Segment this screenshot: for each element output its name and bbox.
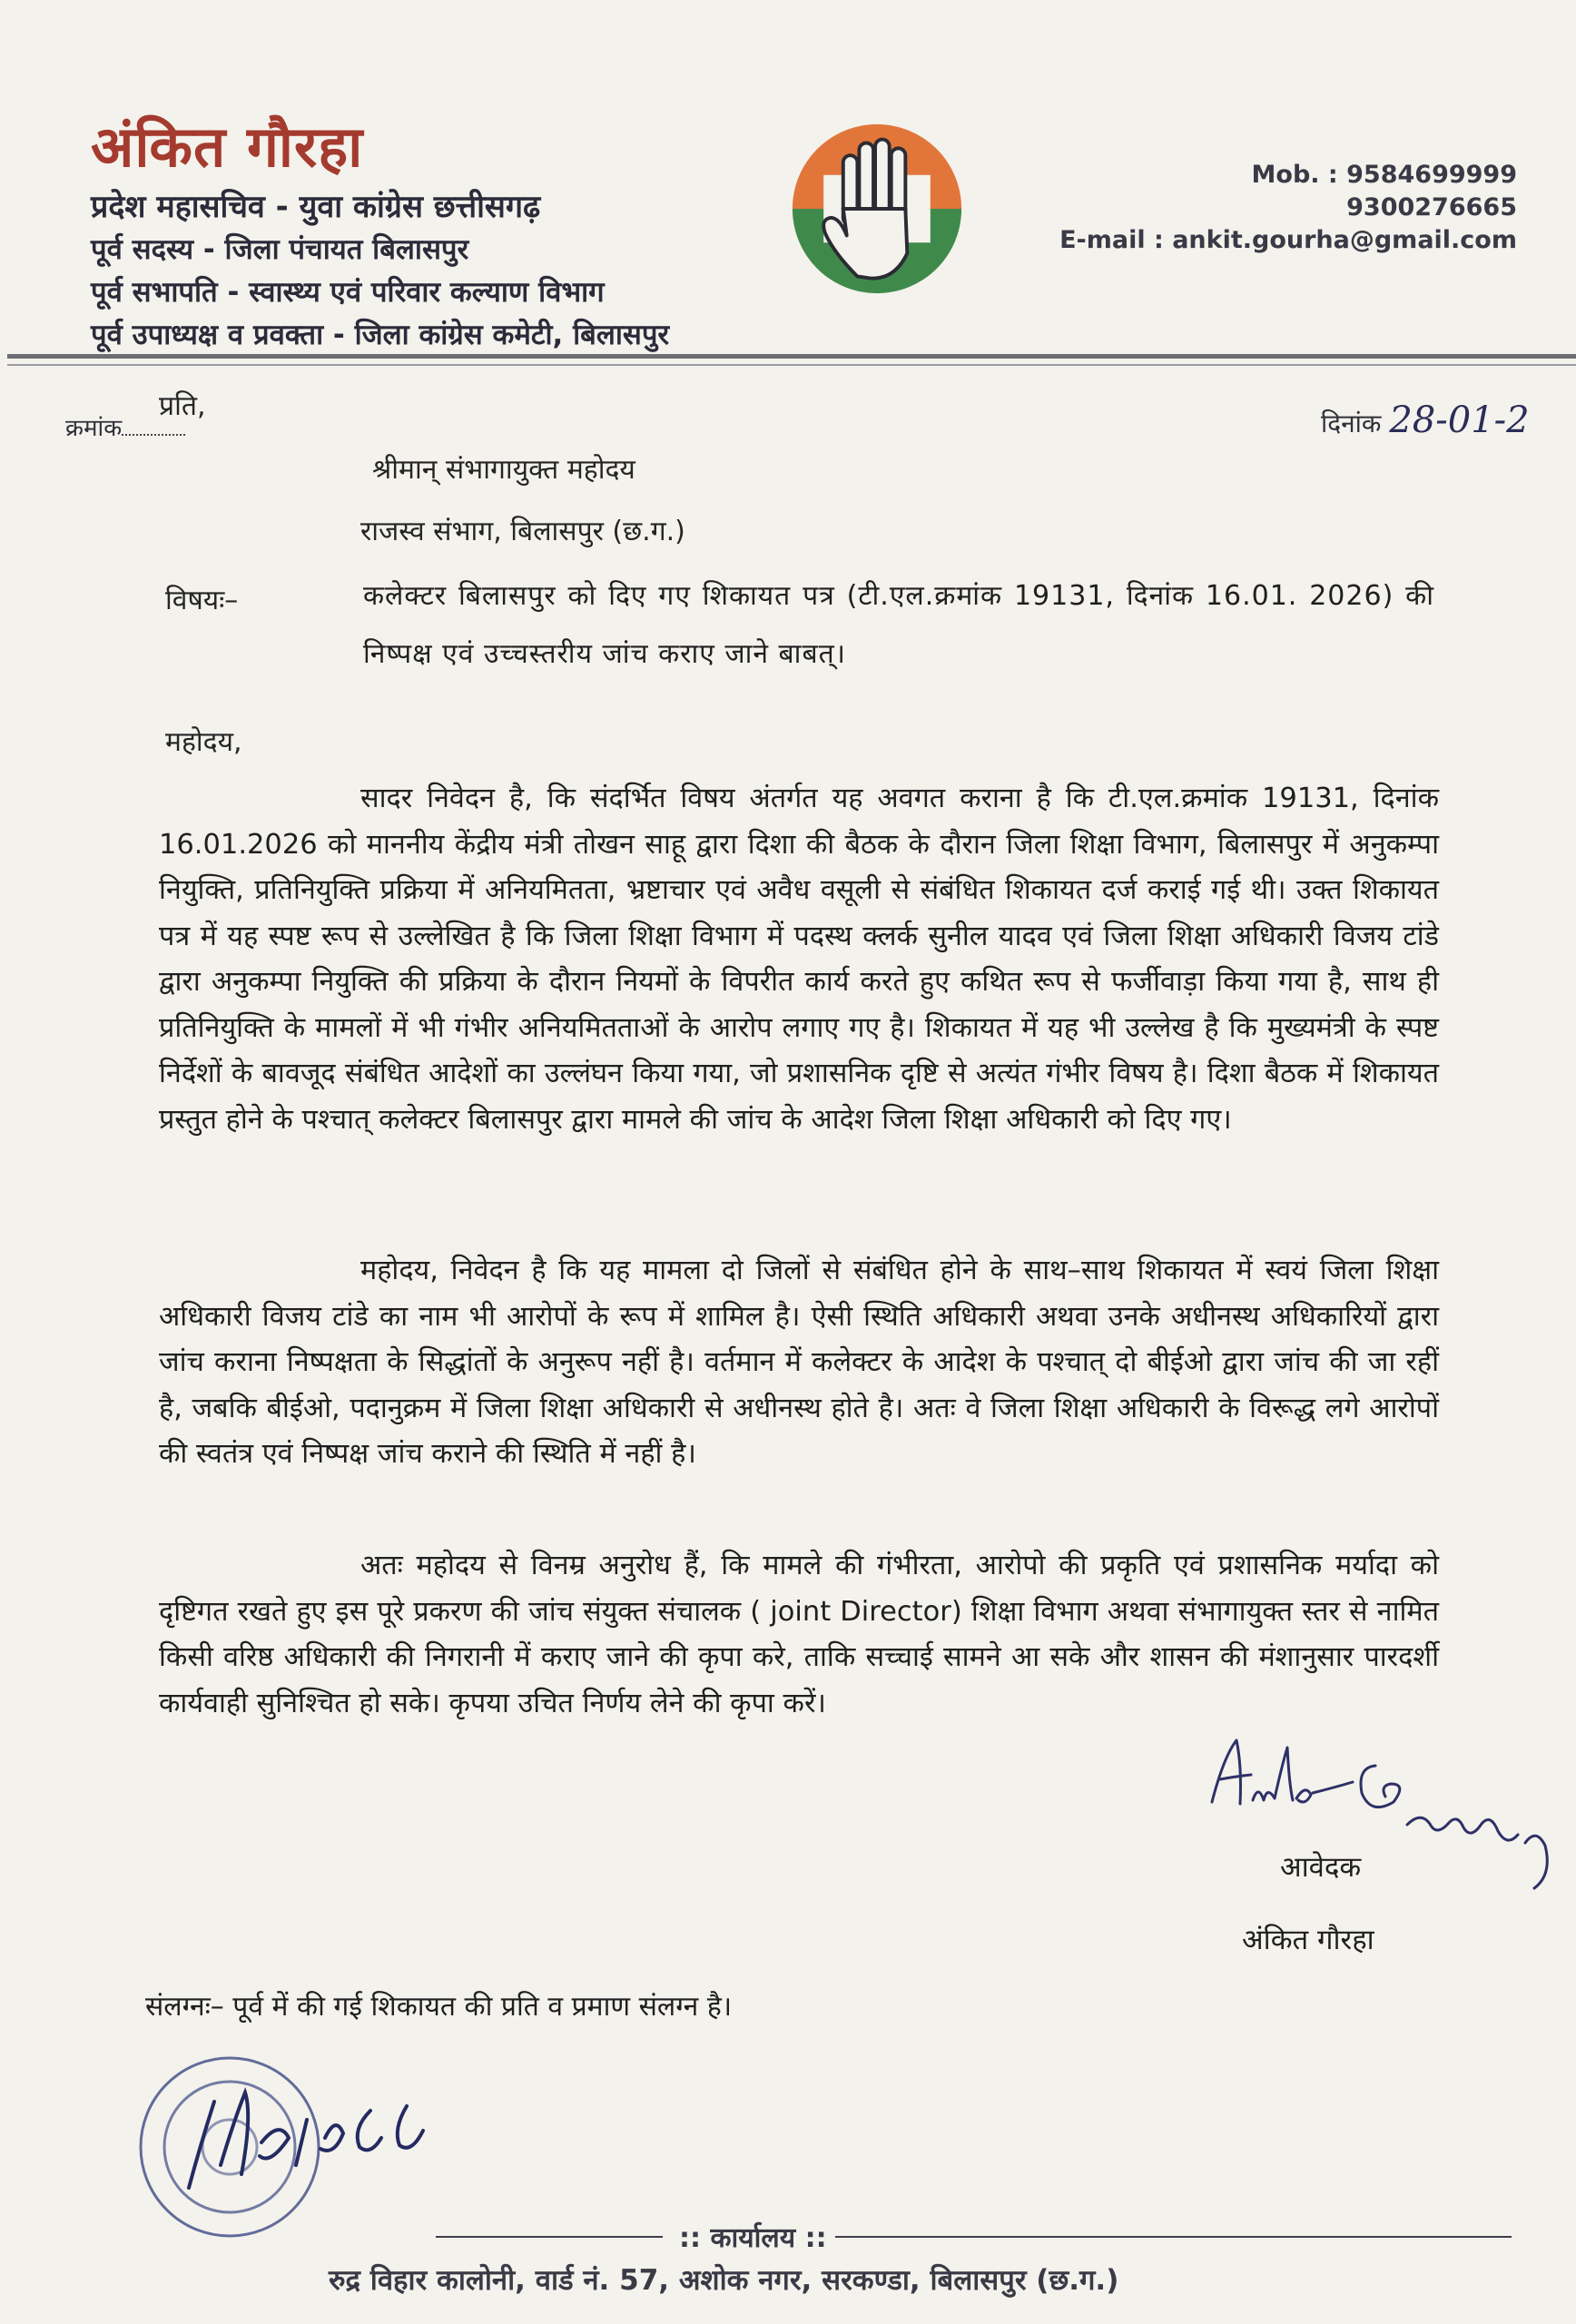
subject-label: विषयः– [165, 585, 239, 616]
letterhead-name: अंकित गौरहा [91, 113, 364, 180]
signature-role: आवेदक [1280, 1851, 1362, 1884]
letterhead-role: पूर्व उपाध्यक्ष व प्रवक्ता - जिला कांग्रेस कमेटी, बिलासपुर [91, 319, 670, 351]
addressee-line-1: श्रीमान् संभागायुक्त महोदय [372, 454, 635, 486]
congress-hand-icon [788, 120, 966, 298]
addressee-line-2: राजस्व संभाग, बिलासपुर (छ.ग.) [360, 516, 685, 547]
kramank-label: क्रमांक [65, 415, 123, 442]
letterhead-role: प्रदेश महासचिव - युवा कांग्रेस छत्तीसगढ़ [91, 189, 541, 225]
letterhead-role: पूर्व सदस्य - जिला पंचायत बिलासपुर [91, 233, 469, 266]
letterhead-divider [7, 364, 1576, 366]
footer-label: :: कार्यालय :: [679, 2222, 827, 2254]
mobile-number: Mob. : 9584699999 [1251, 161, 1517, 189]
footer-address: रुद्र विहार कालोनी, वार्ड नं. 57, अशोक नगर, सरकण्डा, बिलासपुर (छ.ग.) [329, 2264, 1119, 2297]
prati-label: प्रति, [159, 390, 206, 422]
dinank-label: दिनांक [1321, 409, 1382, 438]
salutation: महोदय, [165, 726, 242, 758]
signature-name: अंकित गौरहा [1242, 1924, 1374, 1956]
received-stamp [134, 2029, 461, 2256]
dinank-value: 28-01-2 [1389, 399, 1530, 441]
body-paragraph: महोदय, निवेदन है कि यह मामला दो जिलों से संबंधित होने के साथ–साथ शिकायत में स्वयं जिला शिक्षा अधिकारी विजय टांडे का नाम भी आरोपों के रूप में शामिल है। ऐसी स्थिति अधिकारी अथवा उनके अधीनस्थ अधिकारियों द्वारा जांच कराना निष्पक्षता के सिद्धांतों के अनुरूप नहीं है। वर्तमान में कलेक्टर के आदेश के पश्चात् दो बीईओ द्वारा जांच की जा रहीं है, जबकि बीईओ, पदानुक्रम में जिला शिक्षा अधिकारी से अधीनस्थ होते है। अतः वे जिला शिक्षा अधिकारी के विरूद्ध लगे आरोपों की स्वतंत्र एवं निष्पक्ष जांच कराने की स्थिति में नहीं है। [159, 1255, 1439, 1470]
body-paragraph: अतः महोदय से विनम्र अनुरोध हैं, कि मामले की गंभीरता, आरोपो की प्रकृति एवं प्रशासनिक मर्यादा को दृष्टिगत रखते हुए इस पूरे प्रकरण की जांच संयुक्त संचालक ( joint Director) शिक्षा विभाग अथवा संभागायुक्त स्तर से नामित किसी वरिष्ठ अधिकारी की निगरानी में कराए जाने की कृपा करे, ताकि सच्चाई सामने आ सके और शासन की मंशानुसार पारदर्शी कार्यवाही सुनिश्चित हो सके। कृपया उचित निर्णय लेने की कृपा करें। [159, 1550, 1439, 1719]
mobile-number-2: 9300276665 [1346, 193, 1517, 222]
letterhead-contact [1059, 159, 1517, 257]
footer-divider [436, 2236, 663, 2238]
letterhead-divider [7, 354, 1576, 359]
kramank-field [65, 410, 185, 443]
body-paragraph: सादर निवेदन है, कि संदर्भित विषय अंतर्गत यह अवगत कराना है कि टी.एल.क्रमांक 19131, दिनांक 16.01.2026 को माननीय केंद्रीय मंत्री तोखन साहू द्वारा दिशा की बैठक के दौरान जिला शिक्षा विभाग, बिलासपुर में अनुकम्पा नियुक्ति, प्रतिनियुक्ति प्रक्रिया में अनियमितता, भ्रष्टाचार एवं अवैध वसूली से संबंधित शिकायत दर्ज कराई गई थी। उक्त शिकायत पत्र में यह स्पष्ट रूप से उल्लेखित है कि जिला शिक्षा विभाग में पदस्थ क्लर्क सुनील यादव एवं जिला शिक्षा अधिकारी विजय टांडे द्वारा अनुकम्पा नियुक्ति की प्रक्रिया के दौरान नियमों के विपरीत कार्य करते हुए कथित रूप से फर्जीवाड़ा किया गया है, साथ ही प्रतिनियुक्ति के मामलों में भी गंभीर अनियमितताओं के आरोप लगाए गए है। शिकायत में यह भी उल्लेख है कि मुख्यमंत्री के स्पष्ट निर्देशों के बावजूद संबंधित आदेशों का उल्लंघन किया गया, जो प्रशासनिक दृष्टि से अत्यंत गंभीर विषय है। दिशा बैठक में शिकायत प्रस्तुत होने के पश्चात् कलेक्टर बिलासपुर द्वारा मामले की जांच के आदेश जिला शिक्षा अधिकारी को दिए गए। [159, 783, 1439, 1136]
handwritten-signature [1198, 1729, 1576, 1902]
letterhead-role: पूर्व सभापति - स्वास्थ्य एवं परिवार कल्याण विभाग [91, 276, 605, 309]
email-address: E-mail : ankit.gourha@gmail.com [1059, 226, 1517, 254]
footer-divider [835, 2236, 1512, 2238]
letterhead-roles [91, 186, 669, 357]
enclosure-note: संलग्नः– पूर्व में की गई शिकायत की प्रति व प्रमाण संलग्न है। [145, 1991, 733, 2023]
dinank-field [1321, 399, 1530, 441]
subject-text: कलेक्टर बिलासपुर को दिए गए शिकायत पत्र (टी.एल.क्रमांक 19131, दिनांक 16.01. 2026) की निष्पक्ष एवं उच्चस्तरीय जांच कराए जाने बाबत्। [363, 580, 1434, 670]
